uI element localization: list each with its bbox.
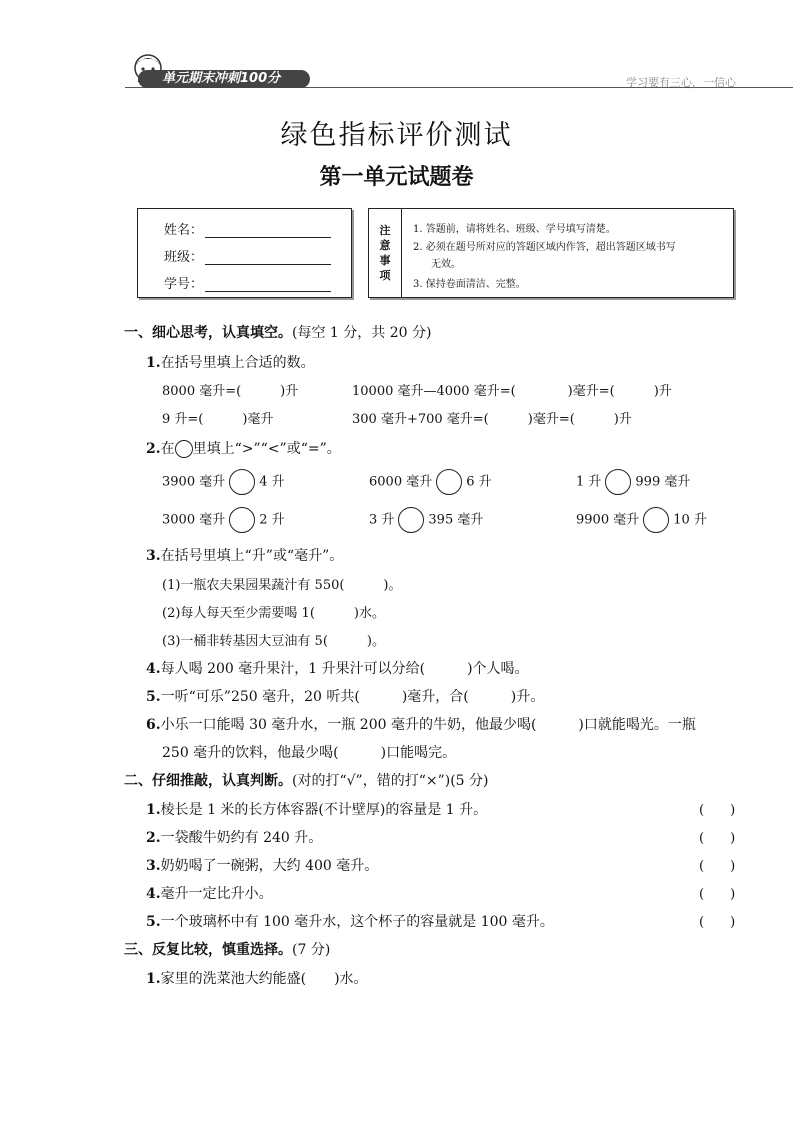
compare-item: 9900 毫升 10 升 [576,507,707,533]
answer-paren[interactable]: ( ) [699,831,736,846]
section2-title: 二、仔细推敲，认真判断。 [124,773,292,789]
section3-score: (7 分) [292,942,331,958]
section1-title: 一、细心思考，认真填空。 [124,325,292,341]
page-subtitle: 第一单元试题卷 [319,165,474,190]
s1-q6: 6.小乐一口能喝 30 毫升水，一瓶 200 毫升的牛奶，他最少喝( )口就能喝光。一瓶 [146,717,696,733]
compare-circle[interactable] [229,469,255,495]
compare-item: 6000 毫升 6 升 [369,469,492,495]
s1-q1-line: 10000 毫升—4000 毫升=( )毫升=( )升 [352,384,672,399]
class-field[interactable] [205,250,331,265]
compare-circle[interactable] [436,469,462,495]
s2-item: 4.毫升一定比升小。 [146,886,273,902]
answer-paren[interactable]: ( ) [699,803,736,818]
notes-divider [401,209,402,297]
s2-item: 5.一个玻璃杯中有 100 毫升水，这个杯子的容量就是 100 毫升。 [146,914,554,930]
compare-circle[interactable] [605,469,631,495]
name-field[interactable] [205,223,331,238]
note-item: 1. 答题前，请将姓名、班级、学号填写清楚。 [413,224,616,235]
name-row [164,219,331,238]
student-info-box [137,208,352,298]
section2-score: (对的打“√”，错的打“×”)(5 分) [292,773,489,789]
compare-item: 3 升 395 毫升 [369,507,483,533]
s1-q1-line: 8000 毫升=( )升 [162,384,299,399]
section1-score: (每空 1 分，共 20 分) [292,325,432,341]
compare-circle[interactable] [229,507,255,533]
compare-item: 3000 毫升 2 升 [162,507,285,533]
s3-q1: 1.家里的洗菜池大约能盛( )水。 [146,971,368,987]
note-item: 3. 保持卷面清洁、完整。 [413,279,526,290]
section1-heading [124,322,431,342]
note-item: 无效。 [431,259,461,270]
s1-q3-item: (3)一桶非转基因大豆油有 5( )。 [162,634,385,649]
class-row [164,246,331,265]
banner-label: 单元期末冲刺100分 [162,71,281,86]
s1-q1-line: 9 升=( )毫升 [162,412,274,427]
s1-q1: 1.在括号里填上合适的数。 [146,355,315,371]
section2-heading [124,770,489,790]
number-label: 学号： [164,277,204,292]
answer-paren[interactable]: ( ) [699,859,736,874]
compare-circle[interactable] [643,507,669,533]
answer-paren[interactable]: ( ) [699,887,736,902]
s1-q3: 3.在括号里填上“升”或“毫升”。 [146,548,344,564]
s1-q3-item: (2)每人每天至少需要喝 1( )水。 [162,606,385,621]
notes-heading: 注 意 事 项 [379,224,391,282]
s1-q1-line: 300 毫升+700 毫升=( )毫升=( )升 [352,412,632,427]
page-title: 绿色指标评价测试 [280,120,513,151]
notes-box [368,208,734,298]
s1-q6-line2: 250 毫升的饮料，他最少喝( )口能喝完。 [162,745,457,761]
s1-q2: 2.在 里填上“>”“<”或“=”。 [146,441,341,457]
answer-paren[interactable]: ( ) [699,915,736,930]
s1-q3-item: (1)一瓶农夫果园果蔬汁有 550( )。 [162,578,402,593]
circle-icon [175,440,193,458]
section3-title: 三、反复比较，慎重选择。 [124,942,292,958]
banner-motto: 学习要有三心，一信心 [626,76,736,89]
compare-item: 3900 毫升 4 升 [162,469,285,495]
s2-item: 1.棱长是 1 米的长方体容器(不计壁厚)的容量是 1 升。 [146,802,488,818]
number-field[interactable] [205,277,331,292]
number-row [164,273,331,292]
compare-item: 1 升 999 毫升 [576,469,690,495]
compare-circle[interactable] [398,507,424,533]
class-label: 班级： [164,250,204,265]
s1-q5: 5.一听“可乐”250 毫升，20 听共( )毫升，合( )升。 [146,689,545,705]
name-label: 姓名： [164,223,204,238]
s2-item: 2.一袋酸牛奶约有 240 升。 [146,830,323,846]
note-item: 2. 必须在题号所对应的答题区域内作答，超出答题区域书写 [413,242,676,253]
section3-heading [124,939,330,959]
s1-q4: 4.每人喝 200 毫升果汁，1 升果汁可以分给( )个人喝。 [146,661,529,677]
s2-item: 3.奶奶喝了一碗粥，大约 400 毫升。 [146,858,379,874]
